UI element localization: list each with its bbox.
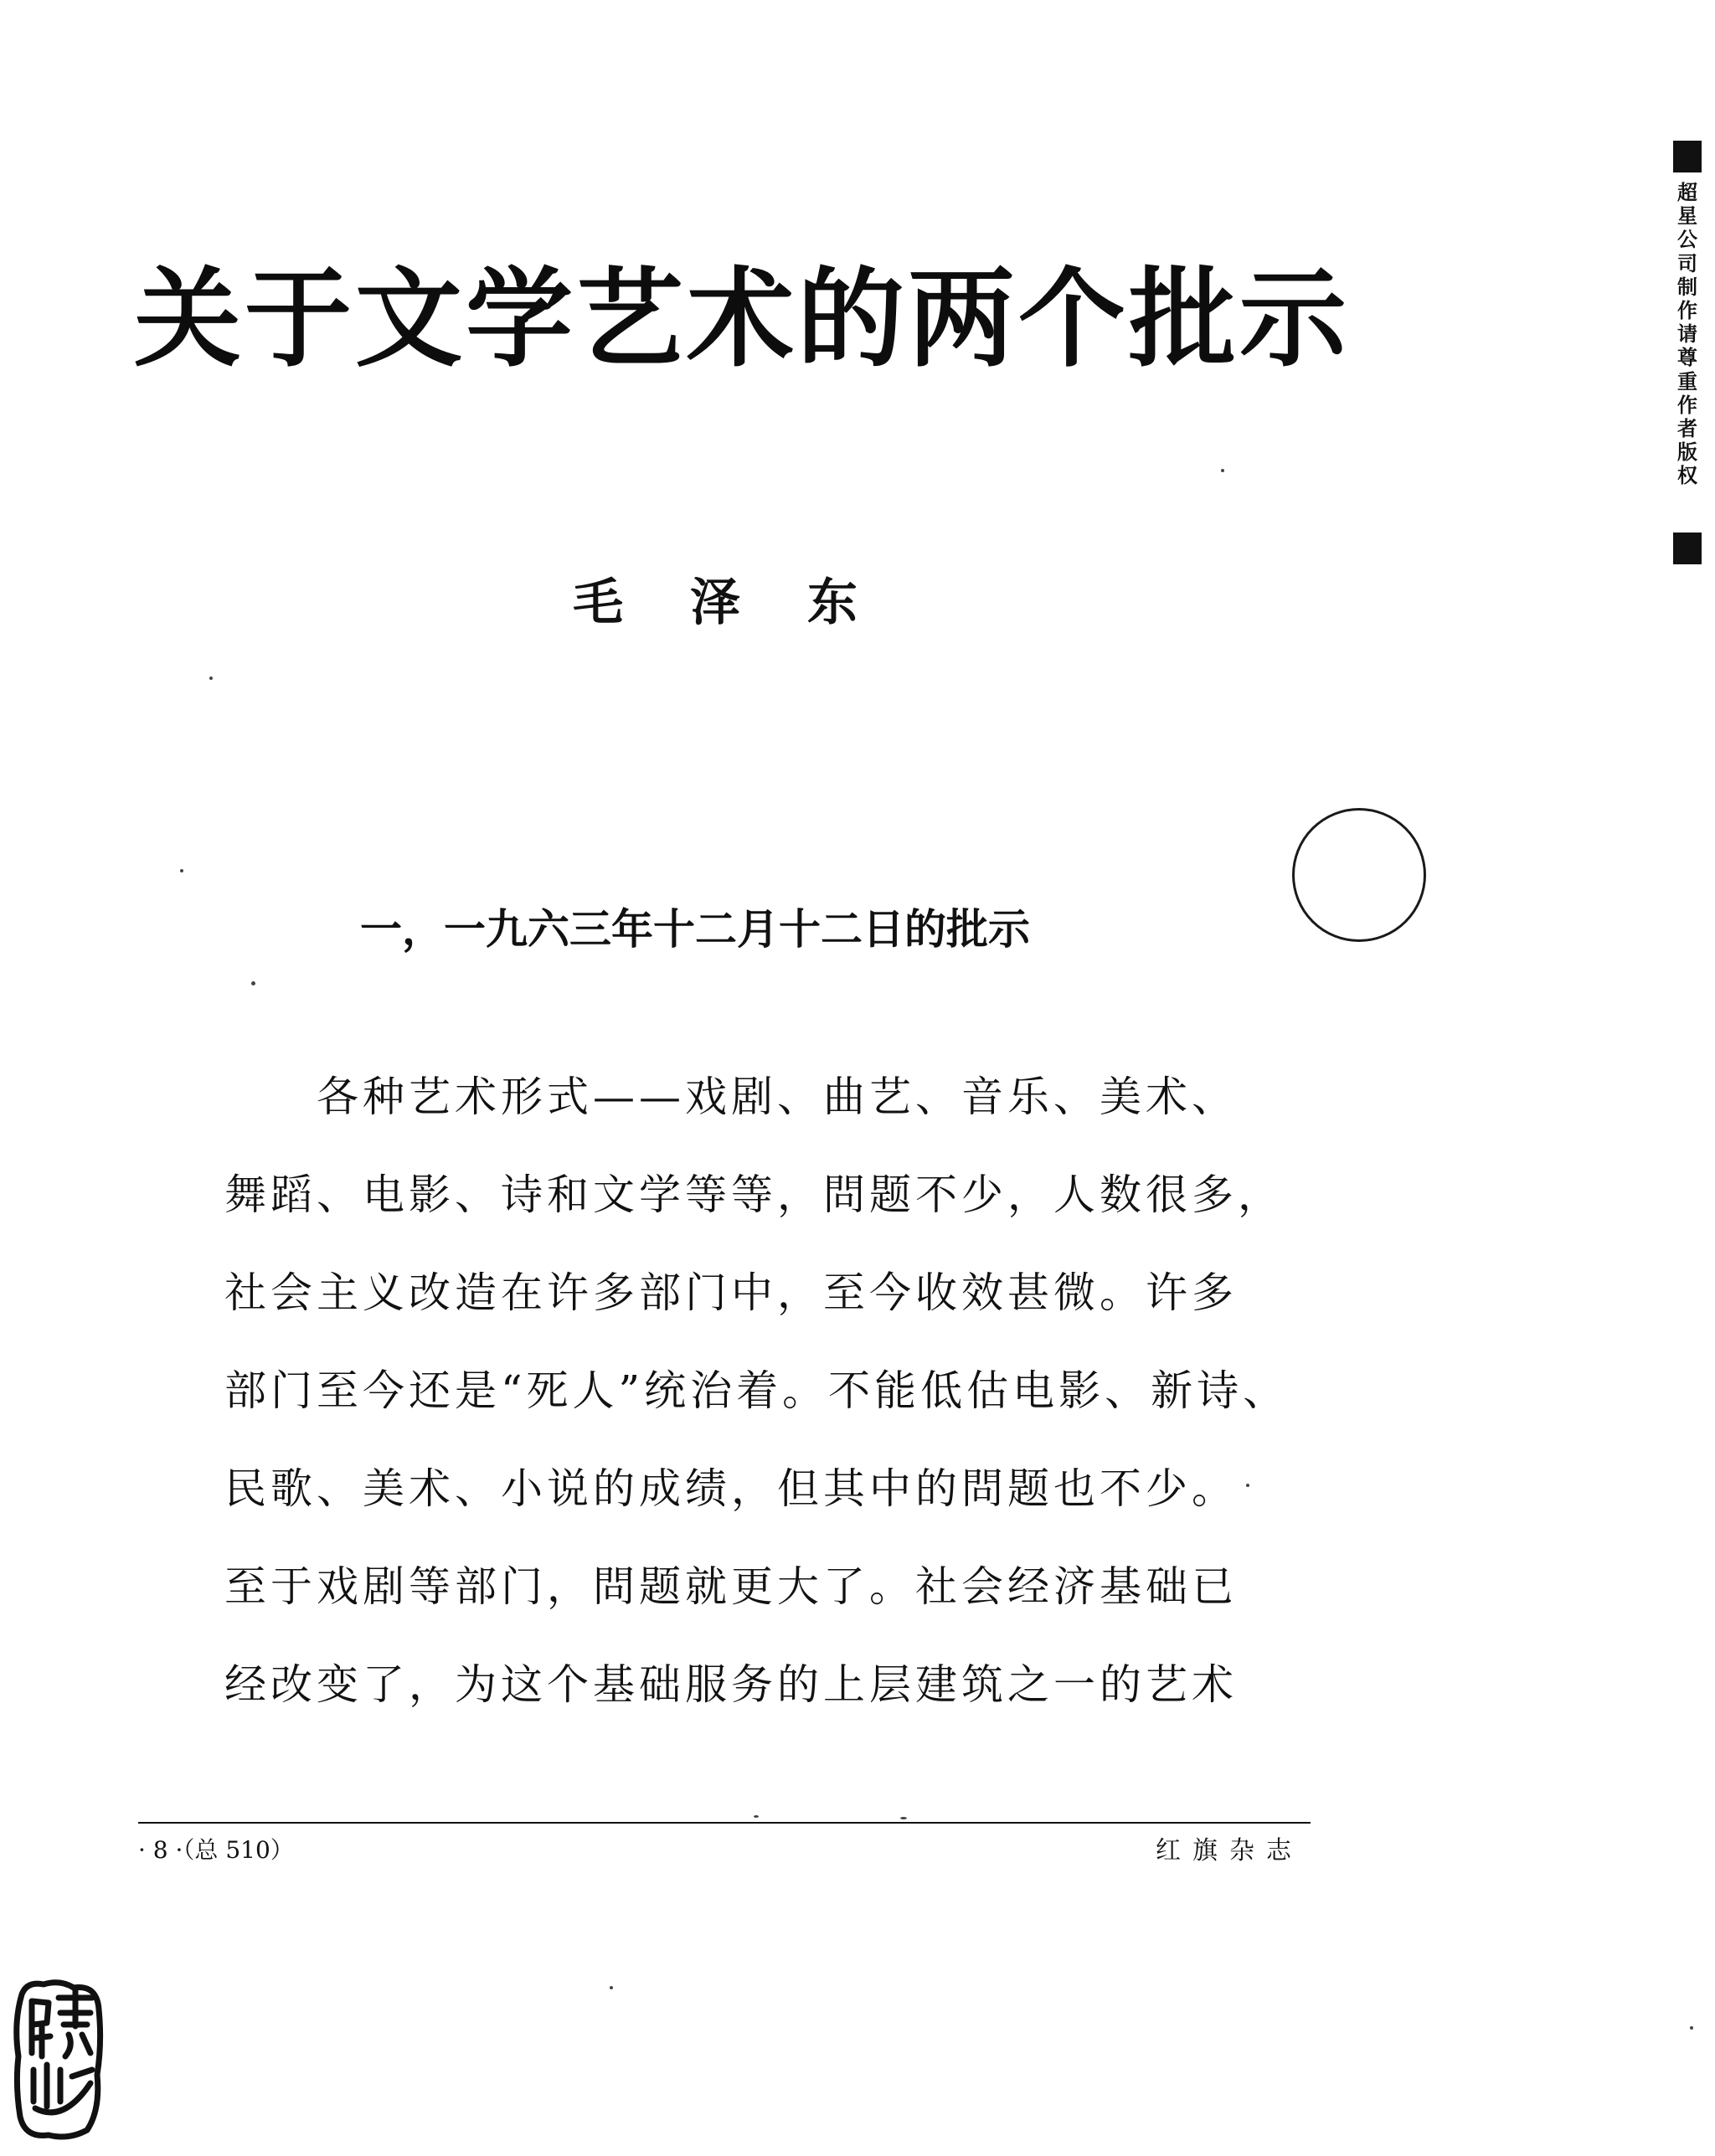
scan-speck bbox=[1690, 2026, 1693, 2030]
scan-speck bbox=[900, 1817, 907, 1819]
scan-speck bbox=[209, 677, 213, 680]
body-line: 至于戏剧等部门，問题就更大了。社会经济基础已 bbox=[224, 1562, 1238, 1611]
body-line: 经改变了，为这个基础服务的上层建筑之一的艺术 bbox=[224, 1660, 1238, 1709]
scan-speck bbox=[251, 981, 255, 985]
body-line: 各种艺术形式——戏剧、曲艺、音乐、美术、 bbox=[224, 1073, 1238, 1121]
article-title: 关于文学艺术的两个批示 bbox=[134, 257, 1351, 382]
copyright-watermark bbox=[1666, 141, 1707, 568]
journal-name: 红旗杂志 bbox=[1156, 1836, 1303, 1865]
scan-speck bbox=[610, 1986, 613, 1989]
scan-speck bbox=[1246, 1484, 1249, 1487]
scan-speck bbox=[1221, 469, 1224, 472]
scan-speck bbox=[180, 869, 183, 872]
author-name: 毛泽东 bbox=[573, 574, 924, 632]
body-line: 民歌、美术、小说的成绩，但其中的問题也不少。 bbox=[224, 1464, 1238, 1513]
scan-speck bbox=[754, 1815, 759, 1818]
body-line: 舞蹈、电影、诗和文学等等，問题不少，人数很多， bbox=[224, 1171, 1284, 1219]
body-line: 社会主义改造在许多部门中，至今收效甚微。许多 bbox=[224, 1268, 1238, 1317]
circle-mark bbox=[1292, 808, 1426, 942]
watermark-text: 超星公司制作请尊重作者版权 bbox=[1677, 181, 1697, 488]
page-number: · 8 ·（总 510） bbox=[138, 1836, 294, 1864]
body-line: 部门至今还是“死人”统治着。不能低估电影、新诗、 bbox=[224, 1366, 1290, 1415]
seal-stamp-icon bbox=[10, 1976, 109, 2143]
watermark-bar-top bbox=[1673, 141, 1702, 172]
section-heading: 一，一九六三年十二月十二日的批示 bbox=[360, 905, 1030, 954]
watermark-bar-bottom bbox=[1673, 533, 1702, 564]
footer-divider bbox=[138, 1822, 1311, 1824]
